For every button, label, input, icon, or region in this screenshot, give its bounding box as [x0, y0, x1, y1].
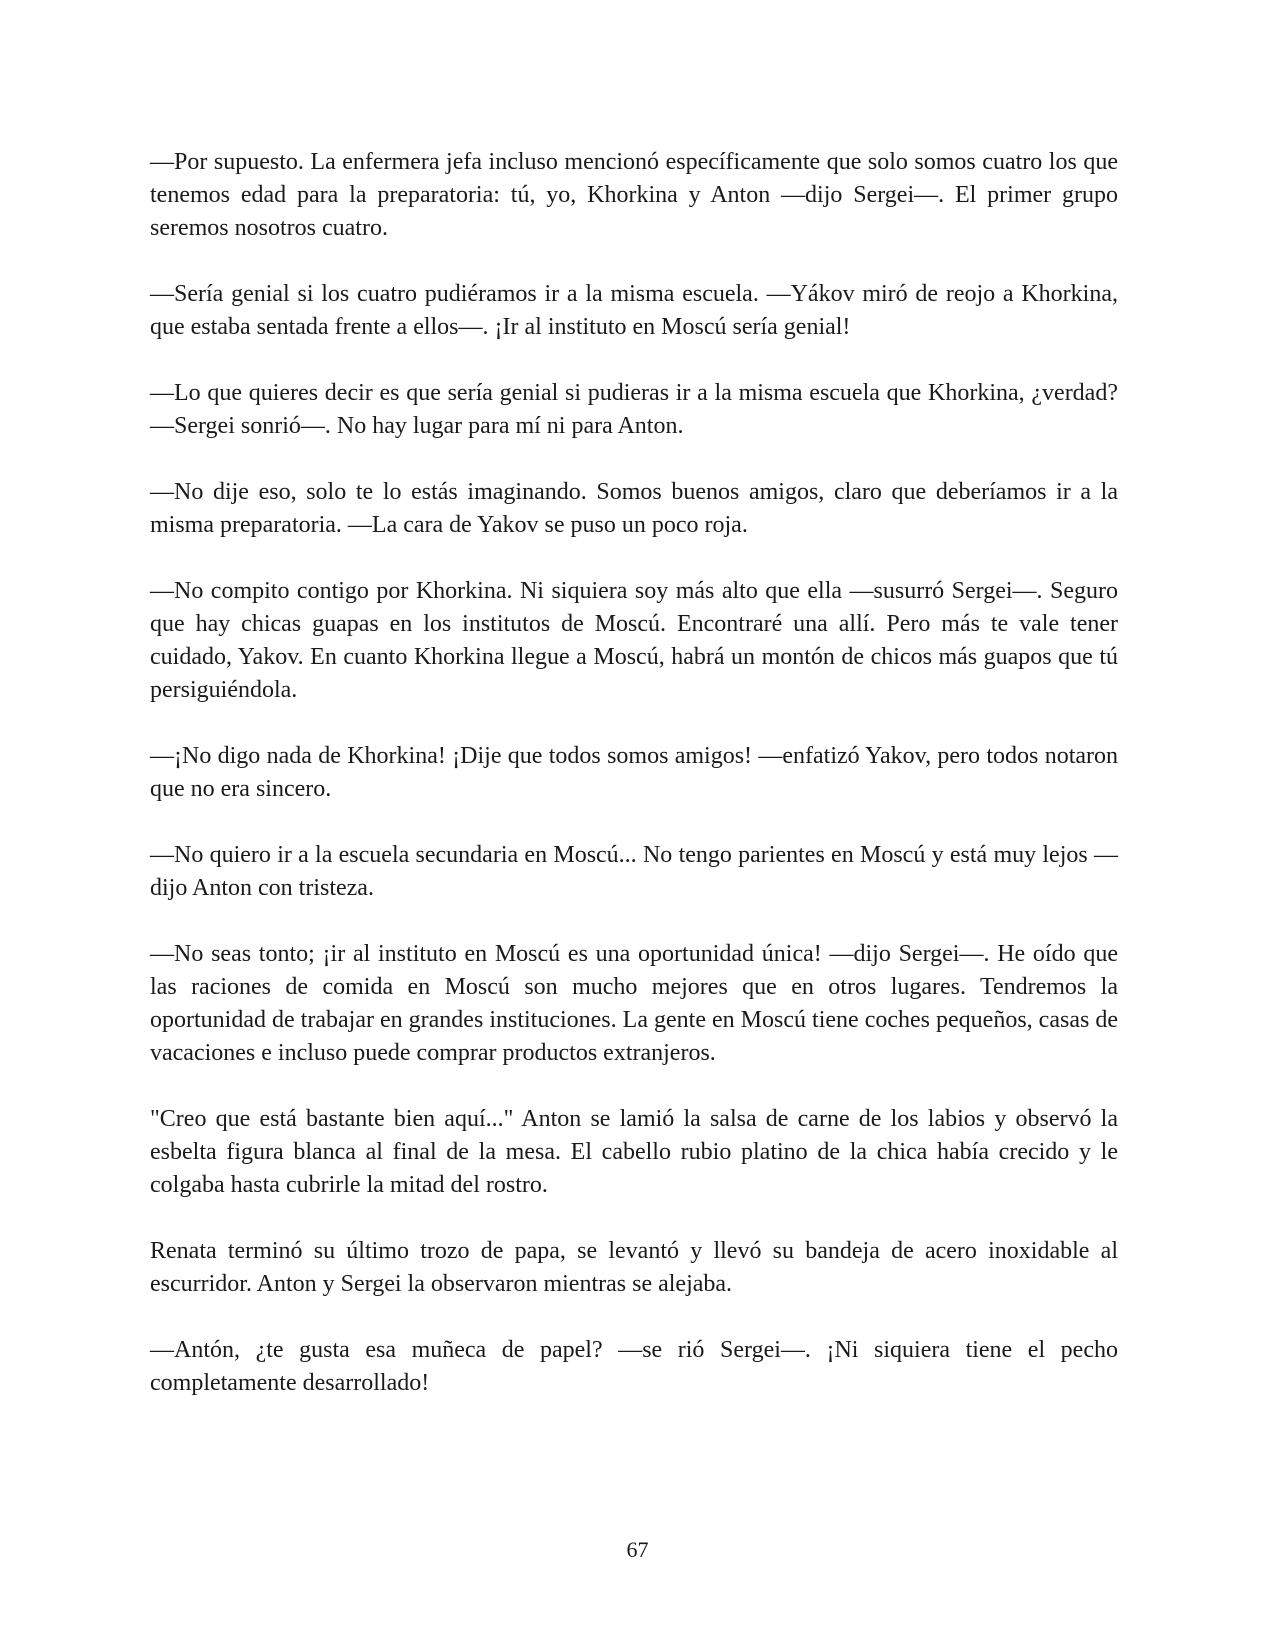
paragraph: —Antón, ¿te gusta esa muñeca de papel? —se rió Sergei—. ¡Ni siquiera tiene el pecho completamente desarrollado!	[150, 1337, 1118, 1396]
paragraph: —Sería genial si los cuatro pudiéramos ir a la misma escuela. —Yákov miró de reojo a Khorkina, que estaba sentada frente a ellos—. ¡Ir al instituto en Moscú sería genial!	[150, 281, 1118, 340]
paragraph: —¡No digo nada de Khorkina! ¡Dije que todos somos amigos! —enfatizó Yakov, pero todos notaron que no era sincero.	[150, 743, 1118, 802]
paragraph: —Lo que quieres decir es que sería genial si pudieras ir a la misma escuela que Khorkina, ¿verdad? —Sergei sonrió—. No hay lugar para mí ni para Anton.	[150, 380, 1118, 439]
paragraph: Renata terminó su último trozo de papa, se levantó y llevó su bandeja de acero inoxidable al escurridor. Anton y Sergei la observaron mientras se alejaba.	[150, 1238, 1118, 1297]
paragraph: —Por supuesto. La enfermera jefa incluso mencionó específicamente que solo somos cuatro los que tenemos edad para la preparatoria: tú, yo, Khorkina y Anton —dijo Sergei—. El primer grupo seremos nosotros cuatro.	[150, 149, 1118, 241]
paragraph: —No compito contigo por Khorkina. Ni siquiera soy más alto que ella —susurró Sergei—. Seguro que hay chicas guapas en los institutos de Moscú. Encontraré una allí. Pero más te vale tener cuidado, Yakov. En cuanto Khorkina llegue a Moscú, habrá un montón de chicos más guapos que tú persiguiéndola.	[150, 578, 1118, 703]
body-text	[150, 146, 1118, 1433]
paragraph: —No quiero ir a la escuela secundaria en Moscú... No tengo parientes en Moscú y está muy lejos —dijo Anton con tristeza.	[150, 842, 1118, 901]
paragraph: "Creo que está bastante bien aquí..." Anton se lamió la salsa de carne de los labios y observó la esbelta figura blanca al final de la mesa. El cabello rubio platino de la chica había crecido y le colgaba hasta cubrirle la mitad del rostro.	[150, 1106, 1118, 1198]
paragraph: —No seas tonto; ¡ir al instituto en Moscú es una oportunidad única! —dijo Sergei—. He oído que las raciones de comida en Moscú son mucho mejores que en otros lugares. Tendremos la oportunidad de trabajar en grandes instituciones. La gente en Moscú tiene coches pequeños, casas de vacaciones e incluso puede comprar productos extranjeros.	[150, 941, 1118, 1066]
page-number: 67	[626, 1537, 649, 1562]
paragraph: —No dije eso, solo te lo estás imaginando. Somos buenos amigos, claro que deberíamos ir a la misma preparatoria. —La cara de Yakov se puso un poco roja.	[150, 479, 1118, 538]
